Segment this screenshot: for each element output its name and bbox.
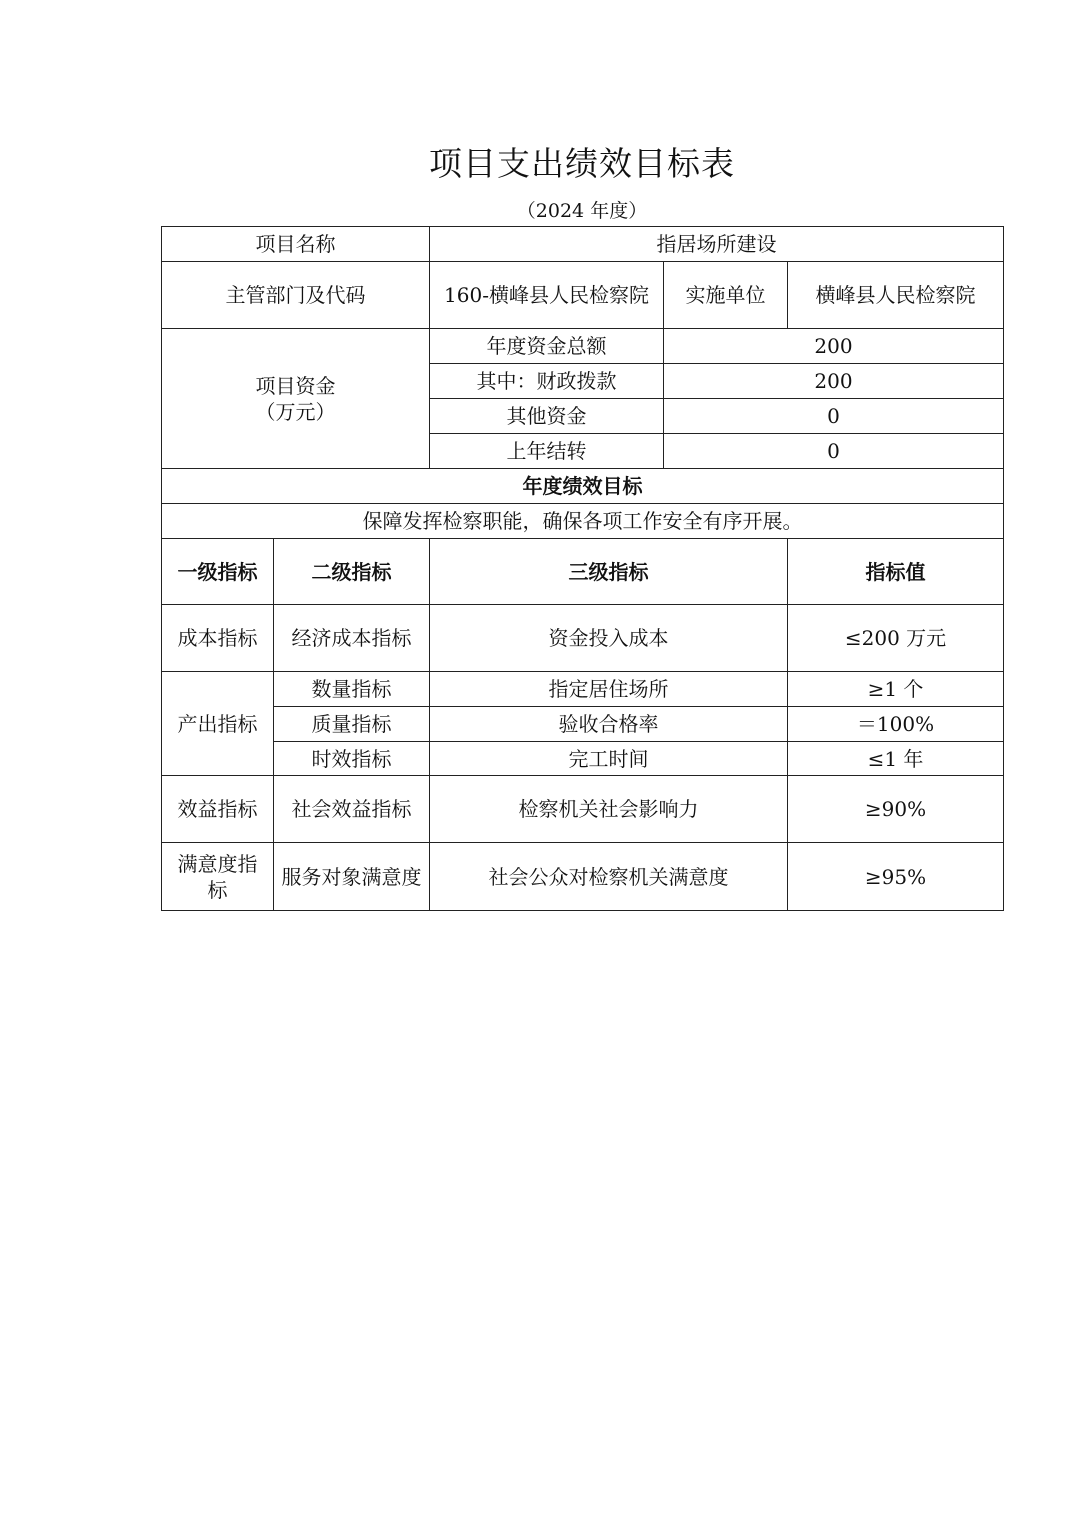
funds-label: 项目资金 [255, 373, 336, 398]
table-row [162, 469, 1004, 504]
level2-cell: 时效指标 [274, 742, 430, 776]
funds-row-value: 0 [664, 399, 1004, 434]
table-row [162, 605, 1004, 672]
level3-cell: 验收合格率 [430, 707, 788, 742]
annual-goal-text: 保障发挥检察职能，确保各项工作安全有序开展。 [162, 504, 1004, 539]
indicator-value: ≤200 万元 [788, 605, 1004, 672]
table-row [162, 707, 1004, 742]
level3-cell: 检察机关社会影响力 [430, 776, 788, 843]
indicator-value: ≥95% [788, 843, 1004, 911]
indicator-value: ≥90% [788, 776, 1004, 843]
header-level1: 一级指标 [162, 539, 274, 605]
implementing-unit-value: 横峰县人民检察院 [788, 262, 1004, 329]
indicator-value: ≤1 年 [788, 742, 1004, 776]
level1-output: 产出指标 [162, 672, 274, 776]
page-subtitle: （2024 年度） [516, 200, 648, 222]
implementing-unit-label: 实施单位 [664, 262, 788, 329]
level2-cell: 社会效益指标 [274, 776, 430, 843]
table-header-row [162, 539, 1004, 605]
performance-table [161, 226, 1004, 911]
header-value: 指标值 [788, 539, 1004, 605]
funds-row-value: 0 [664, 434, 1004, 469]
table-row [162, 329, 1004, 364]
funds-row-label: 年度资金总额 [430, 329, 664, 364]
page-title: 项目支出绩效目标表 [429, 144, 735, 183]
table-row [162, 776, 1004, 843]
table-row [162, 504, 1004, 539]
annual-goal-heading: 年度绩效目标 [162, 469, 1004, 504]
level1-cost: 成本指标 [162, 605, 274, 672]
table-row [162, 262, 1004, 329]
table-row [162, 742, 1004, 776]
level3-cell: 指定居住场所 [430, 672, 788, 707]
level2-cell: 数量指标 [274, 672, 430, 707]
header-level3: 三级指标 [430, 539, 788, 605]
funds-row-label: 其中：财政拨款 [430, 364, 664, 399]
indicator-value: ＝100% [788, 707, 1004, 742]
department-value: 160-横峰县人民检察院 [430, 262, 664, 329]
department-label: 主管部门及代码 [162, 262, 430, 329]
level3-cell: 资金投入成本 [430, 605, 788, 672]
funds-row-value: 200 [664, 364, 1004, 399]
funds-row-label: 其他资金 [430, 399, 664, 434]
table-row [162, 227, 1004, 262]
level2-cell: 质量指标 [274, 707, 430, 742]
indicator-value: ≥1 个 [788, 672, 1004, 707]
project-name-label: 项目名称 [162, 227, 430, 262]
table-row [162, 672, 1004, 707]
header-level2: 二级指标 [274, 539, 430, 605]
level1-satisfaction: 满意度指标 [162, 843, 274, 911]
funds-row-label: 上年结转 [430, 434, 664, 469]
project-name-value: 指居场所建设 [430, 227, 1004, 262]
level2-cell: 服务对象满意度 [274, 843, 430, 911]
level3-cell: 完工时间 [430, 742, 788, 776]
funds-unit: （万元） [255, 399, 336, 424]
funds-row-value: 200 [664, 329, 1004, 364]
level3-cell: 社会公众对检察机关满意度 [430, 843, 788, 911]
table-row [162, 843, 1004, 911]
funds-label-cell [162, 329, 430, 469]
level1-benefit: 效益指标 [162, 776, 274, 843]
level2-cell: 经济成本指标 [274, 605, 430, 672]
